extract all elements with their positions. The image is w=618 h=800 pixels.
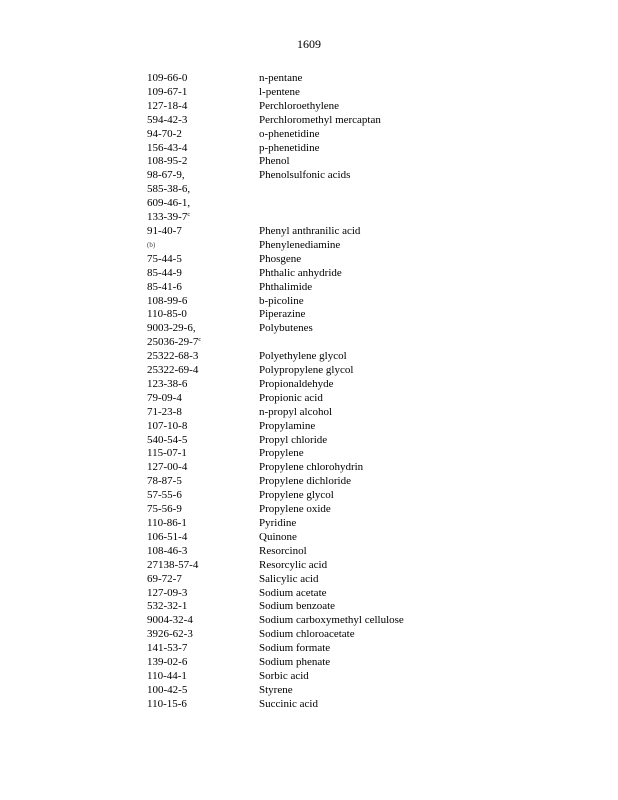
cas-number-text: 9004-32-4 [147, 614, 193, 627]
cas-number [147, 322, 196, 336]
footnote-marker [147, 239, 155, 253]
cas-number-text: 85-44-9 [147, 266, 182, 279]
cas-number-text: 115-07-1 [147, 447, 187, 460]
cas-number-text: 110-86-1 [147, 517, 187, 529]
cas-number-text: 108-99-6 [147, 294, 188, 307]
cas-number [147, 308, 187, 322]
cas-number-text: 133-39-7 [147, 211, 188, 224]
cas-number-text: 100-42-5 [147, 683, 188, 696]
cas-number [147, 531, 187, 545]
cas-number-text: 123-38-6 [147, 377, 188, 390]
cas-number-text: 25322-69-4 [147, 364, 199, 377]
cas-number [147, 392, 182, 406]
cas-number-text: 127-09-3 [147, 586, 188, 599]
cas-number [147, 100, 187, 114]
cas-number [147, 545, 187, 559]
cas-number-text: 108-46-3 [147, 544, 188, 557]
chemical-name: Polybutenes [259, 322, 313, 335]
chemical-name: Propylene oxide [259, 503, 331, 516]
cas-number [147, 573, 182, 587]
cas-number [147, 447, 187, 461]
chemical-name: p-phenetidine [259, 141, 320, 154]
chemical-name: Propylene chlorohydrin [259, 461, 364, 474]
cas-number-text: 107-10-8 [147, 419, 188, 432]
chemical-name: Perchloromethyl mercaptan [259, 113, 381, 126]
cas-number [147, 489, 182, 503]
cas-number [147, 587, 187, 601]
chemical-name: l-pentene [259, 85, 300, 98]
chemical-name: Propylene glycol [259, 489, 334, 502]
page-number: 1609 [297, 37, 321, 51]
cas-number-text: (b) [147, 240, 156, 249]
cas-number-text: 85-41-6 [147, 280, 182, 293]
cas-number-text: 127-18-4 [147, 99, 188, 112]
cas-number [147, 420, 187, 434]
cas-number [147, 475, 182, 489]
chemical-name: Succinic acid [259, 697, 318, 710]
cas-number-text: 110-15-6 [147, 697, 187, 710]
footnote-superscript: c [198, 337, 201, 344]
chemical-name: Sorbic acid [259, 669, 309, 682]
cas-number-text: 25036-29-7 [147, 336, 199, 349]
chemical-name: Phenylenediamine [259, 238, 341, 251]
cas-number [147, 656, 187, 670]
chemical-name: Resorcinol [259, 544, 307, 557]
cas-number [147, 628, 193, 642]
chemical-name: Phthalic anhydride [259, 266, 342, 279]
cas-number [147, 155, 187, 169]
cas-number [147, 86, 187, 100]
chemical-name: Sodium acetate [259, 586, 327, 599]
chemical-name: Sodium carboxymethyl cellulose [259, 614, 404, 627]
cas-number-text: 540-54-5 [147, 433, 188, 446]
cas-number [147, 350, 198, 364]
cas-number-text: 594-42-3 [147, 113, 188, 126]
cas-number-text: 98-67-9, [147, 169, 185, 182]
cas-number [147, 364, 198, 378]
chemical-name: n-propyl alcohol [259, 405, 333, 418]
chemical-name: Phenolsulfonic acids [259, 169, 351, 182]
chemical-name: Phenyl anthranilic acid [259, 224, 361, 237]
chemical-name: Propylamine [259, 419, 316, 432]
cas-number-text: 609-46-1, [147, 197, 191, 210]
chemical-name: b-picoline [259, 294, 304, 307]
cas-number-text: 109-66-0 [147, 72, 188, 84]
cas-number-text: 69-72-7 [147, 572, 182, 585]
cas-number-text: 75-56-9 [147, 503, 182, 516]
cas-number-text: 9003-29-6, [147, 322, 196, 335]
cas-number-text: 71-23-8 [147, 405, 182, 418]
cas-number [147, 253, 182, 267]
cas-number [147, 211, 190, 225]
cas-number [147, 114, 187, 128]
chemical-name: Styrene [259, 683, 293, 696]
cas-number [147, 559, 198, 573]
chemical-name: n-pentane [259, 72, 303, 84]
cas-number [147, 684, 187, 698]
cas-number [147, 614, 193, 628]
chemical-name: o-phenetidine [259, 127, 320, 140]
cas-number [147, 128, 182, 142]
chemical-name: Phthalimide [259, 280, 313, 293]
chemical-name: Resorcylic acid [259, 558, 328, 571]
cas-number [147, 698, 187, 712]
cas-number [147, 183, 190, 197]
cas-number [147, 267, 182, 281]
chemical-name: Sodium chloroacetate [259, 628, 355, 641]
chemical-name: Propylene dichloride [259, 475, 351, 488]
cas-number-text: 106-51-4 [147, 530, 188, 543]
cas-number [147, 72, 187, 86]
cas-number-text: 75-44-5 [147, 252, 182, 265]
chemical-name: Sodium benzoate [259, 600, 336, 613]
chemical-name: Piperazine [259, 308, 306, 321]
chemical-name: Phosgene [259, 252, 302, 265]
cas-number-text: 110-85-0 [147, 308, 187, 321]
chemical-name: Sodium phenate [259, 656, 331, 669]
cas-number-text: 532-32-1 [147, 600, 188, 613]
cas-number [147, 642, 187, 656]
cas-number [147, 406, 182, 420]
cas-number [147, 503, 182, 517]
cas-number-text: 78-87-5 [147, 475, 182, 488]
cas-number [147, 434, 187, 448]
cas-number-text: 585-38-6, [147, 183, 191, 196]
cas-number-text: 25322-68-3 [147, 350, 199, 363]
chemical-name: Propylene [259, 447, 304, 460]
cas-number-text: 94-70-2 [147, 127, 182, 140]
chemical-name: Propionaldehyde [259, 377, 334, 390]
cas-number-text: 108-95-2 [147, 155, 188, 168]
cas-number [147, 600, 187, 614]
cas-number-text: 139-02-6 [147, 656, 188, 669]
cas-number-text: 110-44-1 [147, 669, 187, 682]
chemical-name: Perchloroethylene [259, 99, 340, 112]
cas-number-text: 3926-62-3 [147, 628, 193, 641]
cas-number-text: 127-00-4 [147, 461, 188, 474]
cas-number [147, 378, 187, 392]
cas-number [147, 517, 187, 531]
cas-number [147, 142, 187, 156]
cas-number-text: 156-43-4 [147, 141, 188, 154]
chemical-name: Pyridine [259, 517, 297, 529]
chemical-name: Propyl chloride [259, 433, 328, 446]
cas-number-text: 91-40-7 [147, 224, 182, 237]
cas-number-text: 109-67-1 [147, 85, 188, 98]
chemical-name: Salicylic acid [259, 572, 319, 585]
cas-number [147, 197, 190, 211]
chemical-name: Propionic acid [259, 391, 323, 404]
cas-number [147, 225, 182, 239]
cas-number [147, 169, 185, 183]
cas-number-text: 141-53-7 [147, 642, 188, 655]
cas-number-text: 57-55-6 [147, 489, 182, 502]
chemical-name: Phenol [259, 155, 290, 168]
cas-number [147, 336, 201, 350]
cas-number [147, 295, 187, 309]
cas-number-text: 27138-57-4 [147, 558, 199, 571]
chemical-name: Quinone [259, 530, 297, 543]
cas-number [147, 461, 187, 475]
cas-number-text: 79-09-4 [147, 391, 182, 404]
chemical-name: Polyethylene glycol [259, 350, 347, 363]
cas-number [147, 670, 187, 684]
cas-number [147, 281, 182, 295]
chemical-name: Sodium formate [259, 642, 331, 655]
footnote-superscript: c [187, 212, 190, 219]
chemical-name: Polypropylene glycol [259, 364, 354, 377]
